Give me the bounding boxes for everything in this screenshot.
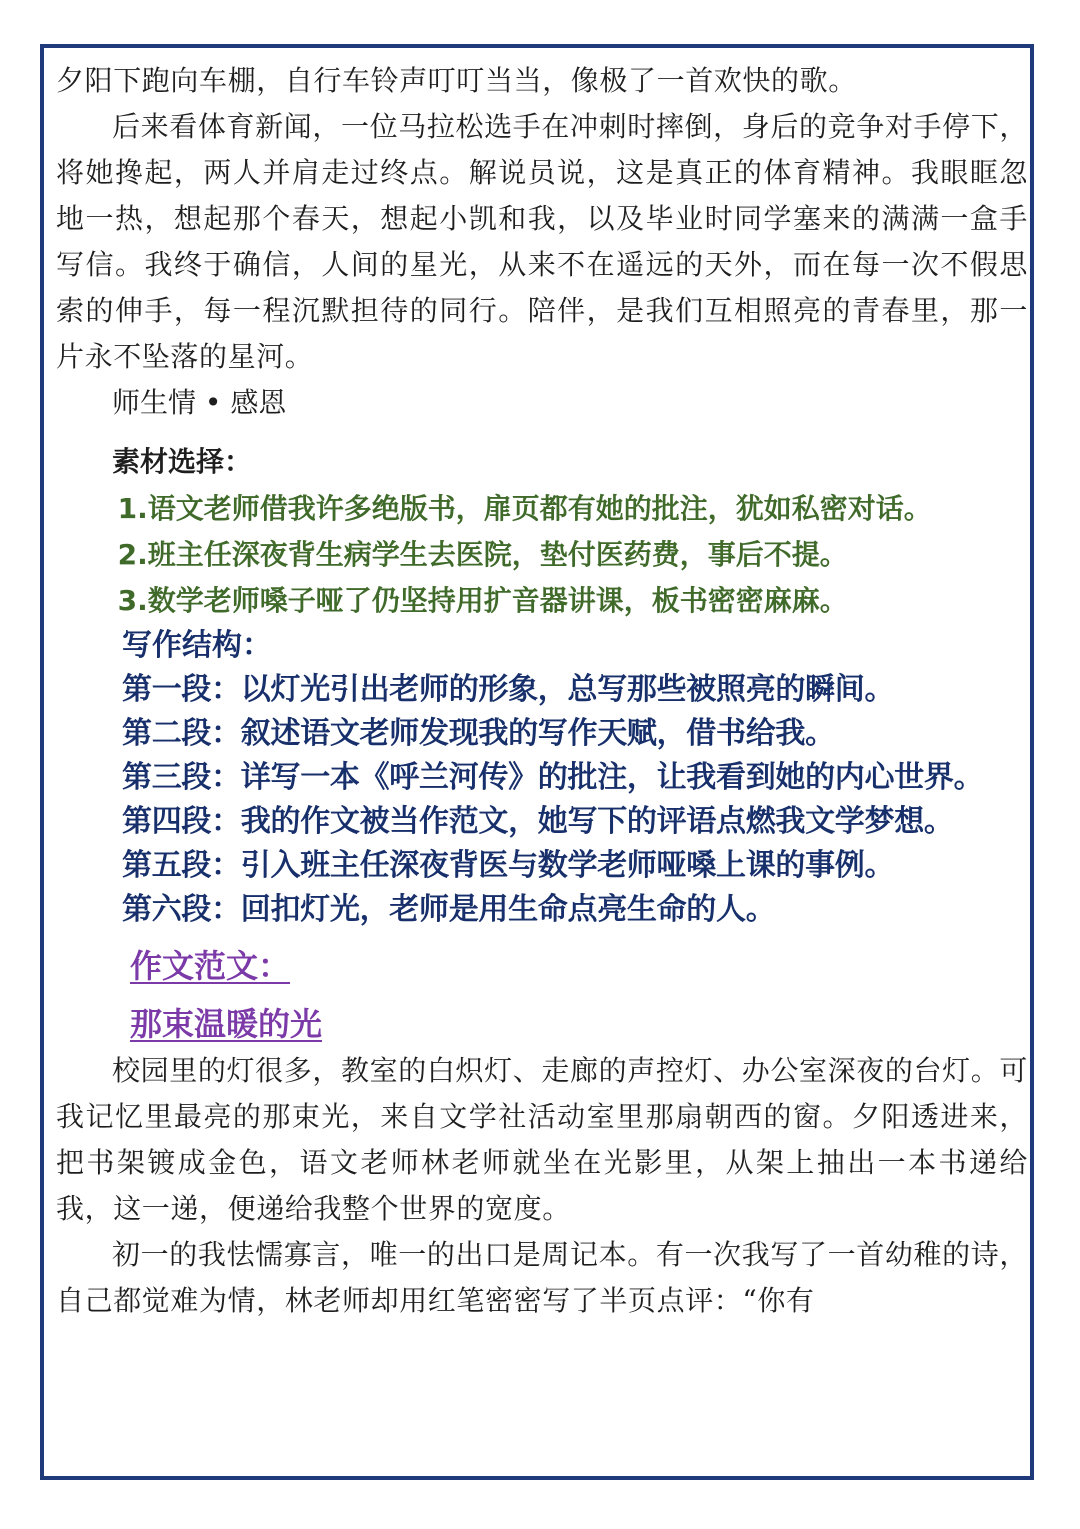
sample-essay-title [56,1000,1028,1048]
structure-item: 第五段：引入班主任深夜背医与数学老师哑嗓上课的事例。 [122,848,895,883]
topic-title: 师生情 • 感恩 [112,386,287,419]
continued-paragraph: 夕阳下跑向车棚，自行车铃声叮叮当当，像极了一首欢快的歌。 [56,64,857,97]
sample-essay-label-text: 作文范文： [130,947,291,985]
sample-essay-title-text: 那束温暖的光 [130,1005,323,1043]
page-border-frame [40,44,1034,1480]
structure-item: 第一段：以灯光引出老师的形象，总写那些被照亮的瞬间。 [122,672,895,707]
document-content [56,58,1028,1324]
sample-paragraph: 校园里的灯很多，教室的白炽灯、走廊的声控灯、办公室深夜的台灯。可我记忆里最亮的那束光，来自文学社活动室里那扇朝西的窗。夕阳透进来，把书架镀成金色，语文老师林老师就坐在光影里，从架上抽出一本书递给我，这一递，便递给我整个世界的宽度。 [56,1054,1028,1225]
structure-label: 写作结构： [122,628,272,663]
sample-essay-label [56,942,1028,990]
structure-item: 第二段：叙述语文老师发现我的写作天赋，借书给我。 [122,716,835,751]
closing-paragraph: 后来看体育新闻，一位马拉松选手在冲刺时摔倒，身后的竞争对手停下，将她搀起，两人并肩走过终点。解说员说，这是真正的体育精神。我眼眶忽地一热，想起那个春天，想起小凯和我，以及毕业时同学塞来的满满一盒手写信。我终于确信，人间的星光，从来不在遥远的天外，而在每一次不假思索的伸手，每一程沉默担待的同行。陪伴，是我们互相照亮的青春里，那一片永不坠落的星河。 [56,110,1028,373]
material-item: 1.语文老师借我许多绝版书，扉页都有她的批注，犹如私密对话。 [117,492,932,525]
structure-item: 第六段：回扣灯光，老师是用生命点亮生命的人。 [122,892,776,927]
structure-item: 第三段：详写一本《呼兰河传》的批注，让我看到她的内心世界。 [122,760,984,795]
material-item: 2.班主任深夜背生病学生去医院，垫付医药费，事后不提。 [117,538,848,571]
material-item: 3.数学老师嗓子哑了仍坚持用扩音器讲课，板书密密麻麻。 [117,584,848,617]
structure-item: 第四段：我的作文被当作范文，她写下的评语点燃我文学梦想。 [122,804,954,839]
materials-label: 素材选择： [112,445,253,478]
sample-paragraph: 初一的我怯懦寡言，唯一的出口是周记本。有一次我写了一首幼稚的诗，自己都觉难为情，林老师却用红笔密密写了半页点评：“你有 [56,1238,1028,1317]
